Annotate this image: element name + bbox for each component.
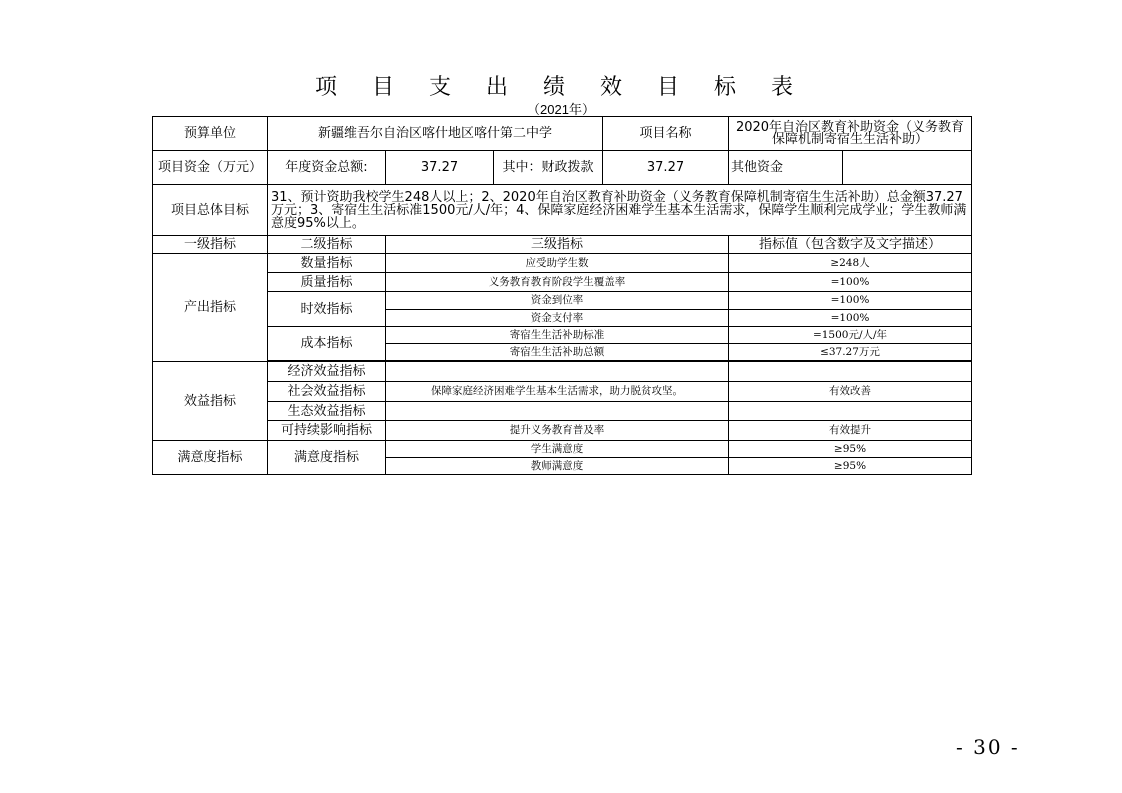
sustainable-indicator-label: 可持续影响指标 [268, 421, 386, 441]
performance-target-table [152, 116, 972, 475]
indicator-value: =100% [729, 292, 972, 310]
project-name-value: 2020年自治区教育补助资金（义务教育保障机制寄宿生生活补助） [729, 117, 972, 151]
level2-header: 二级指标 [268, 236, 386, 254]
indicator-name [386, 362, 729, 382]
budget-unit-row [153, 117, 972, 151]
table-row [153, 273, 972, 292]
indicator-name: 义务教育教育阶段学生覆盖率 [386, 273, 729, 292]
table-row [153, 292, 972, 310]
indicator-value: ≥95% [729, 441, 972, 458]
page-number: - 30 - [956, 735, 1020, 759]
table-row [153, 327, 972, 344]
indicator-value [729, 402, 972, 421]
overall-goal-row [153, 185, 972, 236]
table-row [153, 402, 972, 421]
level3-header: 三级指标 [386, 236, 729, 254]
indicator-value: =100% [729, 310, 972, 327]
indicator-value: ≥248人 [729, 254, 972, 273]
output-indicator-label: 产出指标 [153, 254, 268, 362]
level1-header: 一级指标 [153, 236, 268, 254]
fiscal-funds-label: 其中：财政拨款 [494, 151, 603, 185]
indicator-value: =100% [729, 273, 972, 292]
fiscal-funds-value: 37.27 [603, 151, 729, 185]
table-row [153, 254, 972, 273]
year-subtitle: （2021年） [527, 102, 595, 117]
indicator-name: 寄宿生生活补助总额 [386, 344, 729, 361]
benefit-indicator-label: 效益指标 [153, 362, 268, 441]
indicator-name: 寄宿生生活补助标准 [386, 327, 729, 344]
indicator-name: 保障家庭经济困难学生基本生活需求，助力脱贫攻坚。 [386, 382, 729, 402]
indicator-name [386, 402, 729, 421]
indicator-value [729, 362, 972, 382]
value-header: 指标值（包含数字及文字描述） [729, 236, 972, 254]
budget-unit-value: 新疆维吾尔自治区喀什地区喀什第二中学 [268, 117, 603, 151]
table-row [153, 362, 972, 382]
indicator-name: 资金支付率 [386, 310, 729, 327]
indicator-name: 资金到位率 [386, 292, 729, 310]
satisfaction-sub-label: 满意度指标 [268, 441, 386, 475]
total-funds-value: 37.27 [386, 151, 494, 185]
indicator-name: 学生满意度 [386, 441, 729, 458]
budget-unit-label: 预算单位 [153, 117, 268, 151]
indicator-name: 应受助学生数 [386, 254, 729, 273]
indicator-value: 有效改善 [729, 382, 972, 402]
indicator-name: 教师满意度 [386, 458, 729, 475]
quality-indicator-label: 质量指标 [268, 273, 386, 292]
table-row [153, 382, 972, 402]
overall-goal-text: 31、预计资助我校学生248人以上；2、2020年自治区教育补助资金（义务教育保障机制寄宿生生活补助）总金额37.27万元；3、寄宿生生活标准1500元/人/年；4、保障家庭经济困难学生基本生活需求，保障学生顺利完成学业；学生教师满意度95%以上。 [268, 185, 972, 236]
cost-indicator-label: 成本指标 [268, 327, 386, 361]
indicator-value: ≤37.27万元 [729, 344, 972, 361]
social-indicator-label: 社会效益指标 [268, 382, 386, 402]
overall-goal-label: 项目总体目标 [153, 185, 268, 236]
page-title: 项 目 支 出 绩 效 目 标 表 [315, 75, 807, 100]
satisfaction-indicator-label: 满意度指标 [153, 441, 268, 475]
quantity-indicator-label: 数量指标 [268, 254, 386, 273]
ecological-indicator-label: 生态效益指标 [268, 402, 386, 421]
indicator-value: ≥95% [729, 458, 972, 475]
funds-row [153, 151, 972, 185]
other-funds-value [843, 151, 972, 185]
economic-indicator-label: 经济效益指标 [268, 362, 386, 382]
funds-label: 项目资金（万元） [153, 151, 268, 185]
table-row [153, 421, 972, 441]
total-funds-label: 年度资金总额: [268, 151, 386, 185]
other-funds-label: 其他资金 [729, 151, 843, 185]
indicator-value: =1500元/人/年 [729, 327, 972, 344]
indicator-value: 有效提升 [729, 421, 972, 441]
table-row [153, 441, 972, 458]
indicator-name: 提升义务教育普及率 [386, 421, 729, 441]
indicator-header-row [153, 236, 972, 254]
project-name-label: 项目名称 [603, 117, 729, 151]
timeliness-indicator-label: 时效指标 [268, 292, 386, 327]
